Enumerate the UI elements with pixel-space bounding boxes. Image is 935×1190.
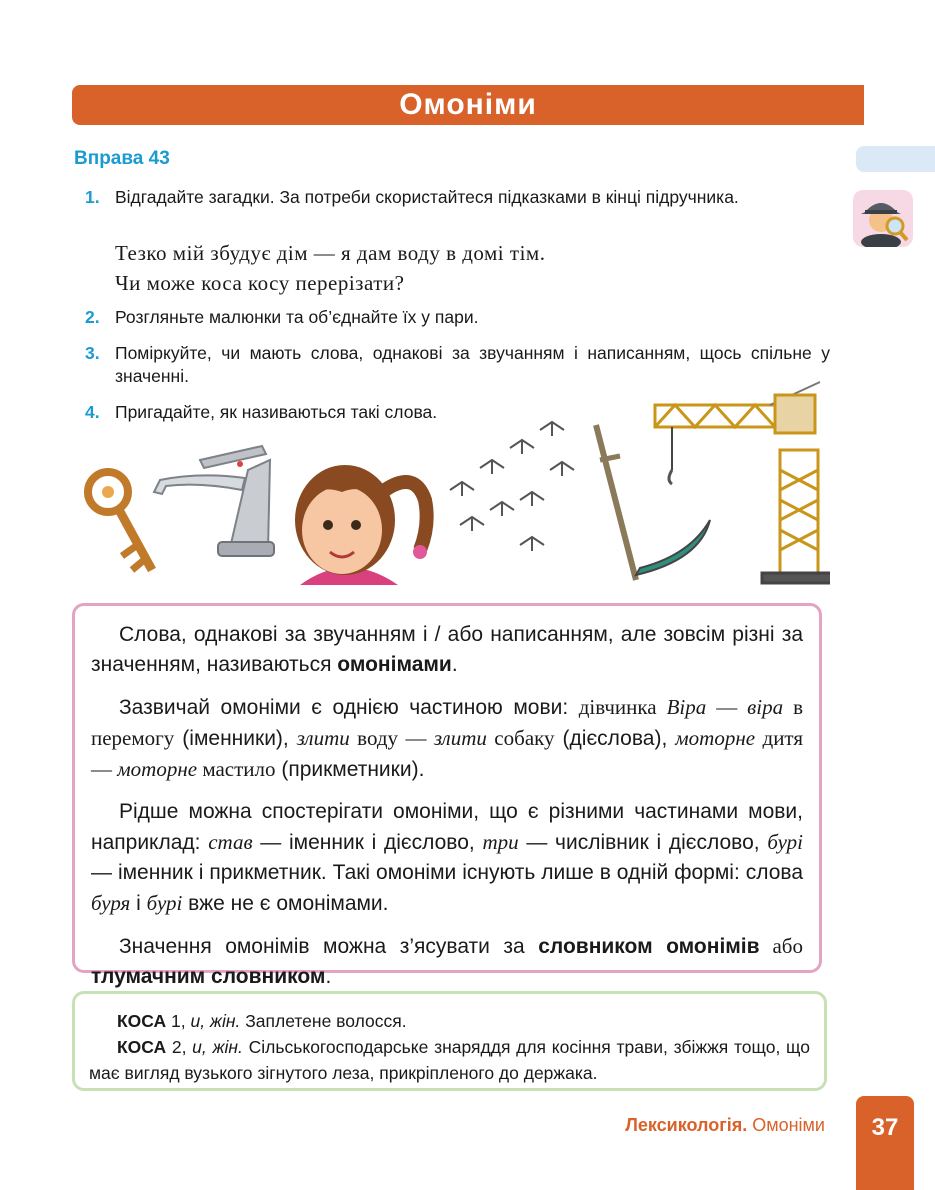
task-number: 1. <box>85 187 100 207</box>
footer-section-title: Лексикологія. <box>625 1115 748 1135</box>
task-text: Пригадайте, як називаються такі слова. <box>115 402 438 422</box>
page-title-bar <box>72 85 864 125</box>
side-tab <box>856 146 935 172</box>
task-text: Розгляньте малюнки та об’єднайте їх у пари. <box>115 307 479 327</box>
task-1 <box>85 186 830 209</box>
task-text: Відгадайте загадки. За потреби скористайтеся підказками в кінці підручника. <box>115 187 739 207</box>
task-number: 2. <box>85 307 100 327</box>
task-2 <box>85 306 830 329</box>
footer-section <box>625 1115 825 1136</box>
detective-icon <box>853 190 913 247</box>
illustrations <box>80 380 830 595</box>
riddle-2: Чи може коса косу перерізати? <box>115 271 405 295</box>
rule-paragraph-4: Значення омонімів можна з’ясувати за словником омонімів або тлумачним словником. <box>91 934 803 988</box>
girl-with-braid-icon <box>295 465 427 585</box>
scythe-icon <box>596 425 710 580</box>
rule-paragraph-3: Рідше можна спостерігати омоніми, що є різними частинами мови, наприклад: став — іменник і дієслово, три — числівник і дієслово, бурі — іменник і прикметник. Такі омоніми існують лише в одній формі: слова буря і бурі вже не є омонімами. <box>91 800 803 915</box>
page-number: 37 <box>856 1096 914 1190</box>
rule-box <box>72 603 822 988</box>
key-icon <box>88 472 152 570</box>
exercise-title: Вправа 43 <box>74 148 170 169</box>
task-number: 3. <box>85 343 100 363</box>
task-text: Поміркуйте, чи мають слова, однакові за звучанням і написанням, щось спільне у значенні. <box>115 343 830 386</box>
dictionary-entry-1: КОСА 1, и, жін. Заплетене волосся. <box>117 1011 407 1031</box>
dictionary-entry-2: КОСА 2, и, жін. Сільськогосподарське знаряддя для косіння трави, збіжжя тощо, що має вигляд вузького зігнутого леза, прикріпленого до держака. <box>89 1037 810 1083</box>
page-title: Омоніми <box>399 88 537 121</box>
detective-icon-badge <box>853 190 913 247</box>
task-number: 4. <box>85 402 100 422</box>
dictionary-box <box>72 991 827 1091</box>
rule-paragraph-2: Зазвичай омоніми є однією частиною мови: дівчинка Віра — віра в перемогу (іменники), злити воду — злити собаку (дієслова), моторне дитя — моторне мастило (прикметники). <box>91 695 803 781</box>
riddle-1: Тезко мій збудує дім — я дам воду в домі тім. <box>115 241 546 265</box>
rule-paragraph-1: Слова, однакові за звучанням і / або написанням, але зовсім різні за значенням, називаються омонімами. <box>91 623 803 676</box>
footer-subsection: Омоніми <box>752 1115 825 1135</box>
flying-cranes-icon <box>450 422 574 551</box>
faucet-icon <box>154 446 274 556</box>
